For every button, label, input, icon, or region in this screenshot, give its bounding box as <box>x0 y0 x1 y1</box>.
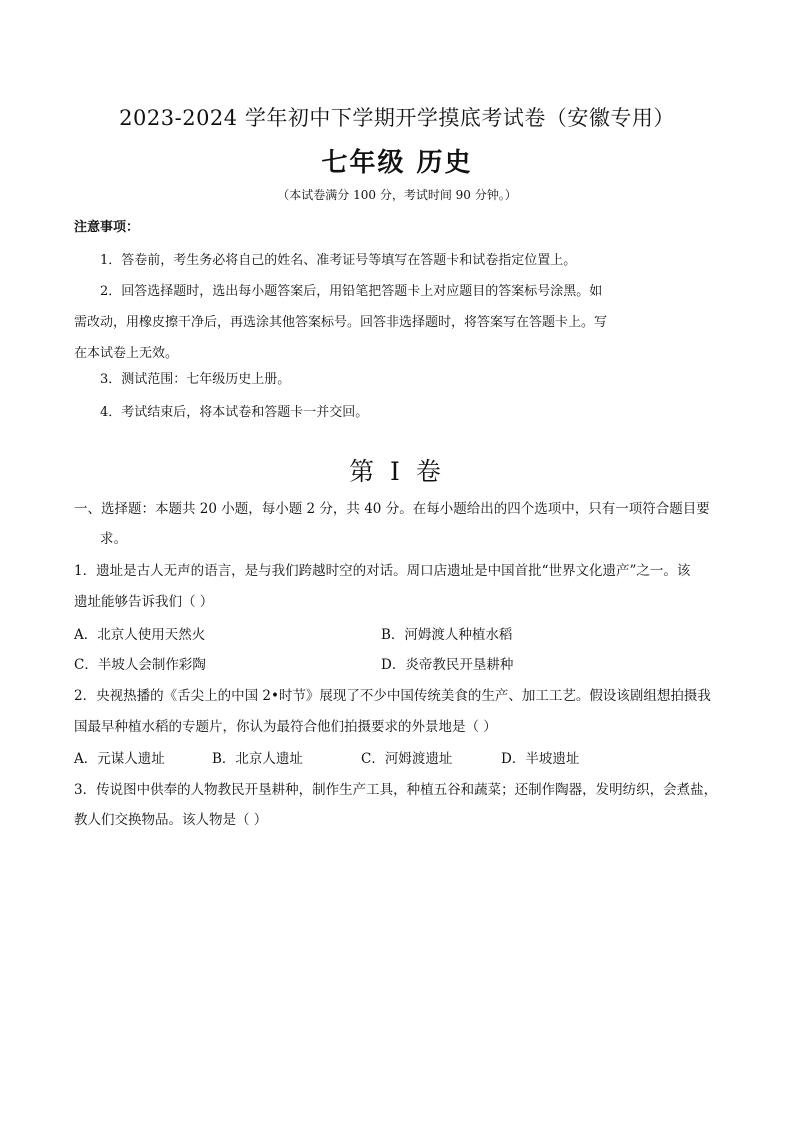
question-2-option-b: B．北京人遗址 <box>212 751 303 767</box>
volume-heading: 第 I 卷 <box>349 457 445 486</box>
question-1-line-2: 遗址能够告诉我们（ ） <box>74 594 214 610</box>
notice-item-1: 1．答卷前，考生务必将自己的姓名、准考证号等填写在答题卡和试卷指定位置上。 <box>100 253 577 268</box>
notice-item-2-line-2: 需改动，用橡皮擦干净后，再选涂其他答案标号。回答非选择题时，将答案写在答题卡上。写 <box>74 315 608 330</box>
question-3-line-2: 教人们交换物品。该人物是（ ） <box>74 812 268 828</box>
notice-item-2-line-1: 2．回答选择题时，选出每小题答案后，用铅笔把答题卡上对应题目的答案标号涂黑。如 <box>100 284 603 299</box>
notice-item-2-line-3: 在本试卷上无效。 <box>74 346 179 361</box>
exam-subject: 七年级 历史 <box>321 148 473 178</box>
score-note: （本试卷满分 100 分，考试时间 90 分钟。） <box>277 188 517 202</box>
question-1-line-1: 1．遗址是古人无声的语言，是与我们跨越时空的对话。周口店遗址是中国首批“世界文化遗产”之一。该 <box>74 563 691 579</box>
section-intro-line-2: 求。 <box>100 531 127 547</box>
question-1-option-c: C．半坡人会制作彩陶 <box>74 657 206 673</box>
section-intro-line-1: 一、选择题：本题共 20 小题，每小题 2 分，共 40 分。在每小题给出的四个选项中，只有一项符合题目要 <box>74 501 710 517</box>
question-3-line-1: 3．传说图中供奉的人物教民开垦耕种，制作生产工具，种植五谷和蔬菜；还制作陶器，发明纺织，会煮盐， <box>74 782 718 798</box>
question-2-line-2: 国最早种植水稻的专题片，你认为最符合他们拍摄要求的外景地是（ ） <box>74 719 497 735</box>
question-1-option-d: D．炎帝教民开垦耕种 <box>381 657 514 673</box>
question-2-option-d: D．半坡遗址 <box>501 751 580 767</box>
notice-item-3: 3．测试范围：七年级历史上册。 <box>100 372 291 387</box>
question-1-option-b: B．河姆渡人种植水稻 <box>381 627 513 643</box>
exam-title: 2023-2024 学年初中下学期开学摸底考试卷（安徽专用） <box>119 106 675 130</box>
notice-heading: 注意事项： <box>74 220 140 235</box>
notice-item-4: 4．考试结束后，将本试卷和答题卡一并交回。 <box>100 405 369 420</box>
question-2-option-a: A．元谋人遗址 <box>74 751 165 767</box>
question-1-option-a: A．北京人使用天然火 <box>74 627 206 643</box>
question-2-line-1: 2．央视热播的《舌尖上的中国 2•时节》展现了不少中国传统美食的生产、加工工艺。假设该剧组想拍摄我 <box>74 688 711 704</box>
question-2-option-c: C．河姆渡遗址 <box>361 751 453 767</box>
